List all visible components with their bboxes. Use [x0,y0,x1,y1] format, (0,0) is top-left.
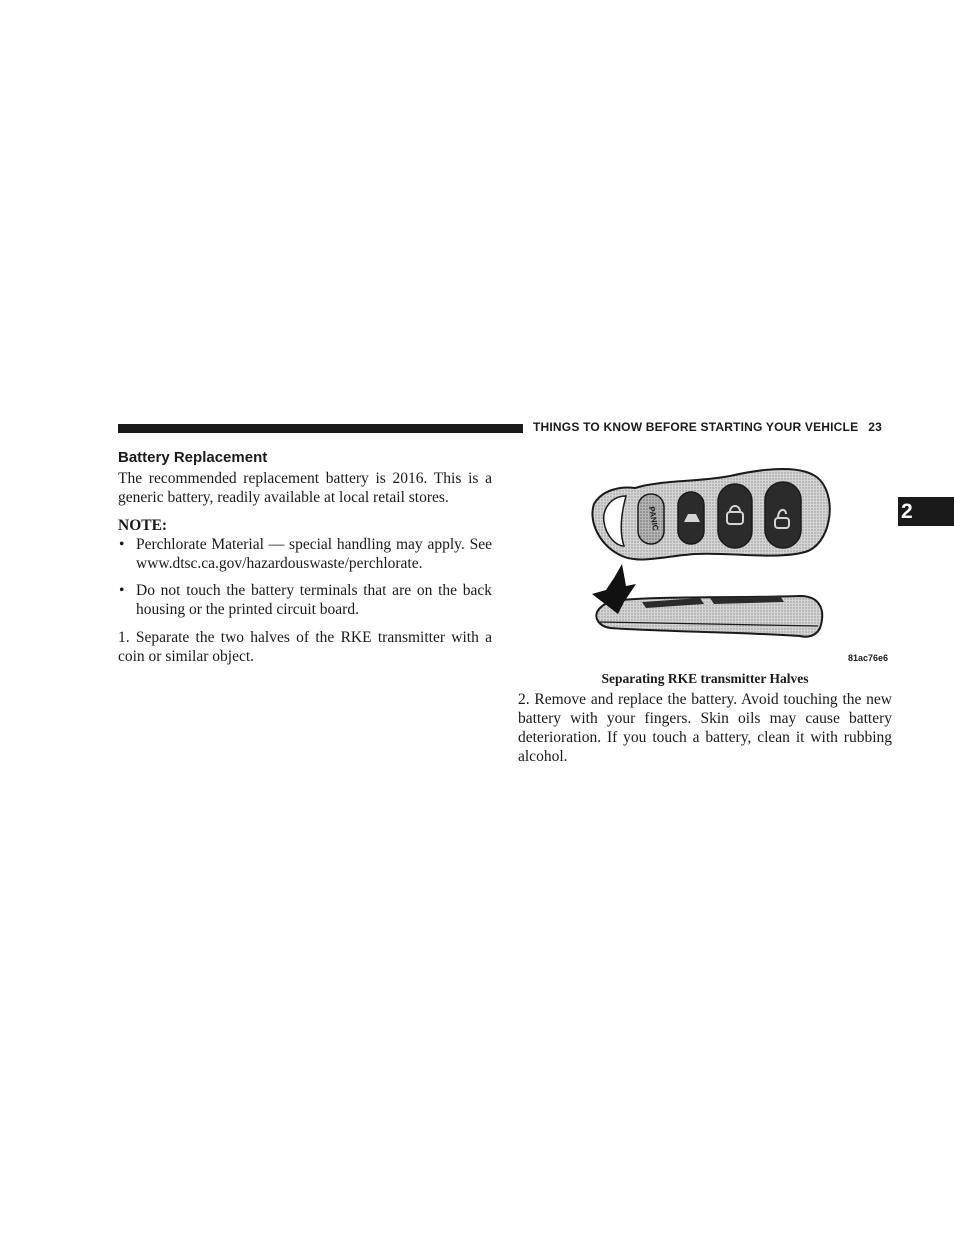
fob-bottom-shell [596,596,822,637]
bullet-icon: • [119,582,125,599]
note-label: NOTE: [118,517,168,534]
step-1-paragraph: 1. Separate the two halves of the RKE transmitter with a coin or similar object. [118,629,492,665]
lock-button [718,484,752,548]
running-header [533,420,882,434]
list-item-text: Perchlorate Material — special handling may apply. See www.dtsc.ca.gov/hazardouswaste/perchlorate. [136,536,492,572]
right-column [518,690,892,775]
figure-caption: Separating RKE transmitter Halves [601,671,809,686]
intro-paragraph: The recommended replacement battery is 2016. This is a generic battery, readily available at local retail stores. [118,470,492,506]
section-heading: Battery Replacement [118,449,268,466]
list-item-text: Do not touch the battery terminals that are on the back housing or the printed circuit board. [136,582,492,618]
header-section-title: THINGS TO KNOW BEFORE STARTING YOUR VEHICLE [533,420,859,434]
list-item [118,535,492,573]
left-column [118,448,492,675]
rke-transmitter-illustration [580,460,890,666]
step-2-paragraph: 2. Remove and replace the battery. Avoid touching the new battery with your fingers. Skin oils may cause battery deterioration. If you touch a battery, clean it with rubbing alcohol. [518,691,892,765]
bullet-icon: • [119,536,125,553]
panic-button [638,494,664,544]
figure-code: 81ac76e6 [848,653,889,663]
unlock-button [765,482,801,548]
header-rule [118,424,523,433]
panic-label: PANIC [646,505,661,532]
list-item [118,581,492,619]
trunk-button [678,492,704,544]
page-number: 23 [868,420,883,434]
note-list [118,535,492,619]
chapter-tab: 2 [898,497,954,526]
